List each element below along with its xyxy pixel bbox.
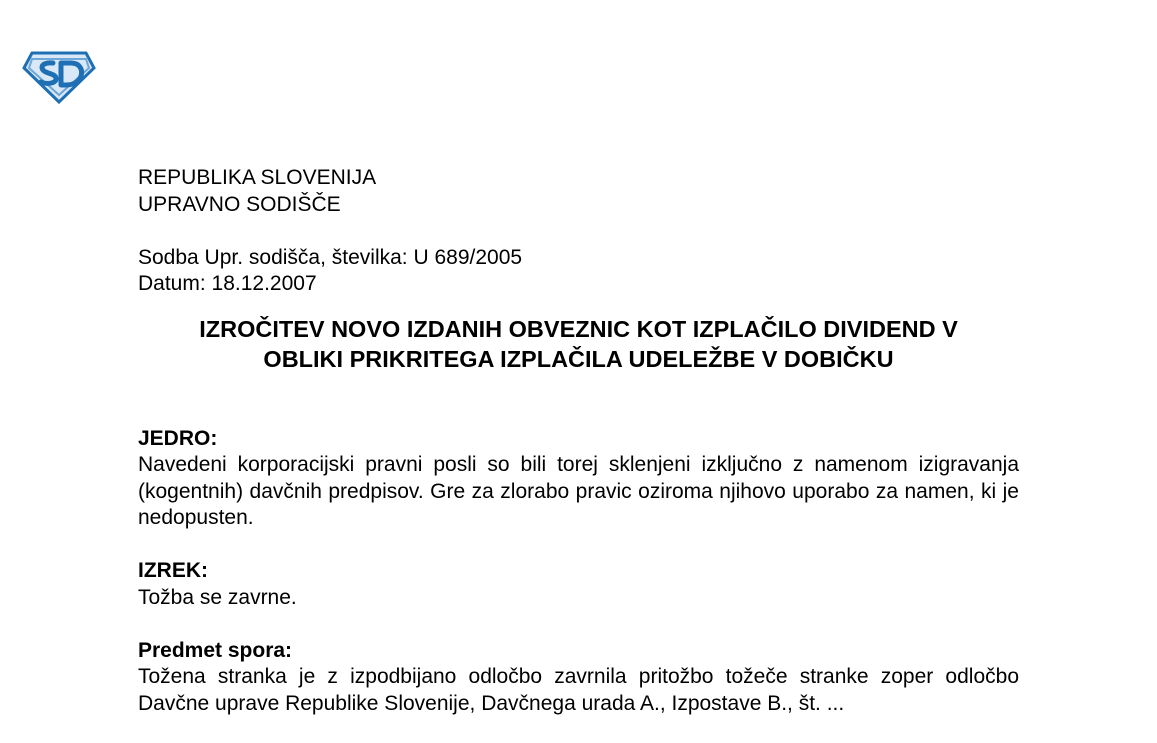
izrek-text: Tožba se zavrne. bbox=[138, 585, 297, 609]
jedro-label: JEDRO: bbox=[138, 426, 218, 450]
title-line-1: IZROČITEV NOVO IZDANIH OBVEZNIC KOT IZPLAČILO DIVIDEND V bbox=[199, 315, 958, 342]
document-body bbox=[138, 165, 1019, 717]
header-republic: REPUBLIKA SLOVENIJA bbox=[138, 166, 377, 189]
predmet-label: Predmet spora: bbox=[138, 638, 293, 662]
jedro-text: Navedeni korporacijski pravni posli so bili torej sklenjeni izključno z namenom izigravanja (kogentnih) davčnih predpisov. Gre za zlorabo pravic oziroma njihovo uporabo za namen, ki je nedopusten. bbox=[138, 453, 1019, 529]
predmet-text: Tožena stranka je z izpodbijano odločbo zavrnila pritožbo tožeče stranke zoper odločbo Davčne uprave Republike Slovenije, Davčnega urada A., Izpostave B., št. ... bbox=[138, 665, 1019, 715]
case-reference: Sodba Upr. sodišča, številka: U 689/2005 bbox=[138, 245, 523, 269]
header-court: UPRAVNO SODIŠČE bbox=[138, 192, 341, 216]
document-title bbox=[138, 314, 1019, 374]
sd-shield-logo-icon bbox=[22, 48, 96, 104]
case-date: Datum: 18.12.2007 bbox=[138, 272, 317, 295]
izrek-label: IZREK: bbox=[138, 559, 208, 582]
title-line-2: OBLIKI PRIKRITEGA IZPLAČILA UDELEŽBE V DOBIČKU bbox=[263, 345, 894, 372]
